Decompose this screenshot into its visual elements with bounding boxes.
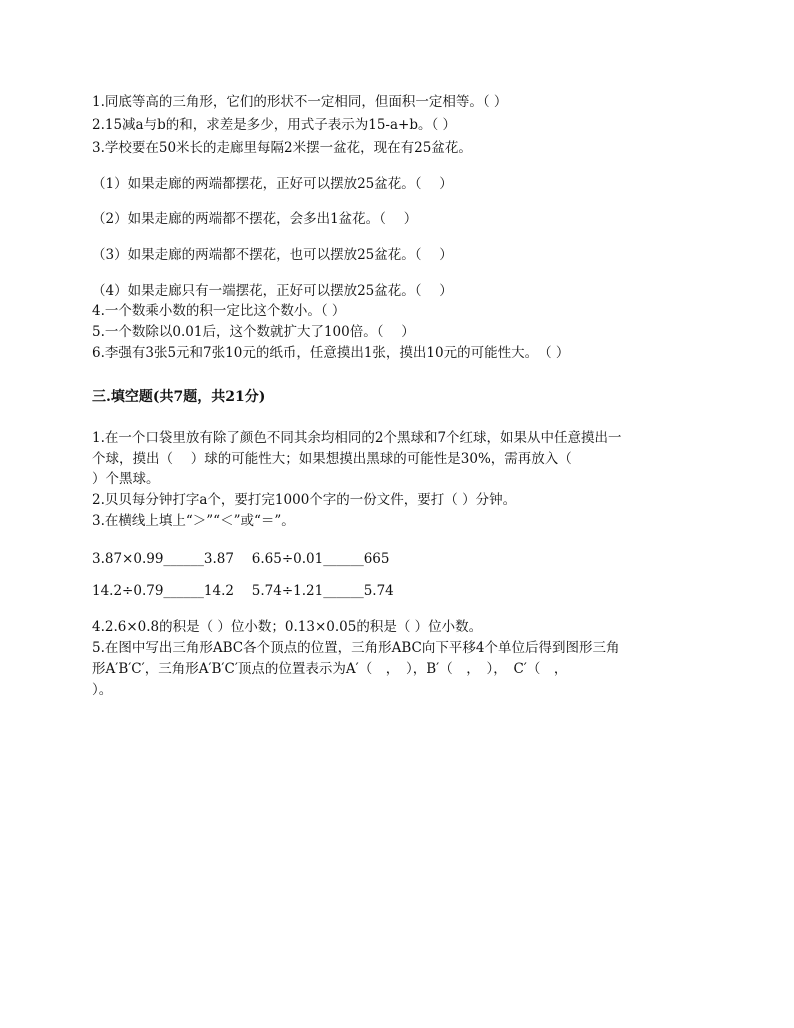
judge-q3-2: （2）如果走廊的两端都不摆花，会多出1盆花。（ ） [92,211,418,227]
fill-q3: 3.在横线上填上“＞”“＜”或“＝”。 [92,513,295,529]
judge-q4: 4.一个数乘小数的积一定比这个数小。（ ） [92,303,346,319]
fill-q4: 4.2.6×0.8的积是（ ）位小数；0.13×0.05的积是（ ）位小数。 [92,619,483,635]
fill-q3-row1: 3.87×0.99______3.87 6.65÷0.01______665 [92,551,390,567]
judge-q3-4: （4）如果走廊只有一端摆花，正好可以摆放25盆花。（ ） [92,283,453,299]
fill-q5-line3: ）。 [92,682,113,698]
judge-q3-1: （1）如果走廊的两端都摆花，正好可以摆放25盆花。（ ） [92,176,453,192]
judge-q3: 3.学校要在50米长的走廊里每隔2米摆一盆花，现在有25盆花。 [92,140,472,156]
judge-q2: 2.15减a与b的和，求差是多少，用式子表示为15-a+b。（ ） [92,117,457,133]
judge-q6: 6.李强有3张5元和7张10元的纸币，任意摸出1张，摸出10元的可能性大。 （ ） [92,345,570,361]
fill-q1-line2: 个球，摸出（ ）球的可能性大；如果想摸出黑球的可能性是30%，需再放入（ [92,451,572,467]
section-heading: 三.填空题(共7题，共21分) [92,389,266,405]
judge-q3-3: （3）如果走廊的两端都不摆花，也可以摆放25盆花。（ ） [92,247,453,263]
fill-q5-line2: 形A′B′C′，三角形A′B′C′顶点的位置表示为A′（ ， ），B′（ ， ）， C′（ ， [92,661,568,677]
fill-q5-line1: 5.在图中写出三角形ABC各个顶点的位置，三角形ABC向下平移4个单位后得到图形三角 [92,640,620,656]
judge-q5: 5.一个数除以0.01后，这个数就扩大了100倍。（ ） [92,324,415,340]
fill-q3-row2: 14.2÷0.79______14.2 5.74÷1.21______5.74 [92,583,394,599]
fill-q1-line1: 1.在一个口袋里放有除了颜色不同其余均相同的2个黑球和7个红球，如果从中任意摸出一 [92,430,622,446]
fill-q2: 2.贝贝每分钟打字a个，要打完1000个字的一份文件，要打（ ）分钟。 [92,492,517,508]
fill-q1-line3: ）个黑球。 [92,471,160,487]
judge-q1: 1.同底等高的三角形，它们的形状不一定相同，但面积一定相等。（ ） [92,94,508,110]
